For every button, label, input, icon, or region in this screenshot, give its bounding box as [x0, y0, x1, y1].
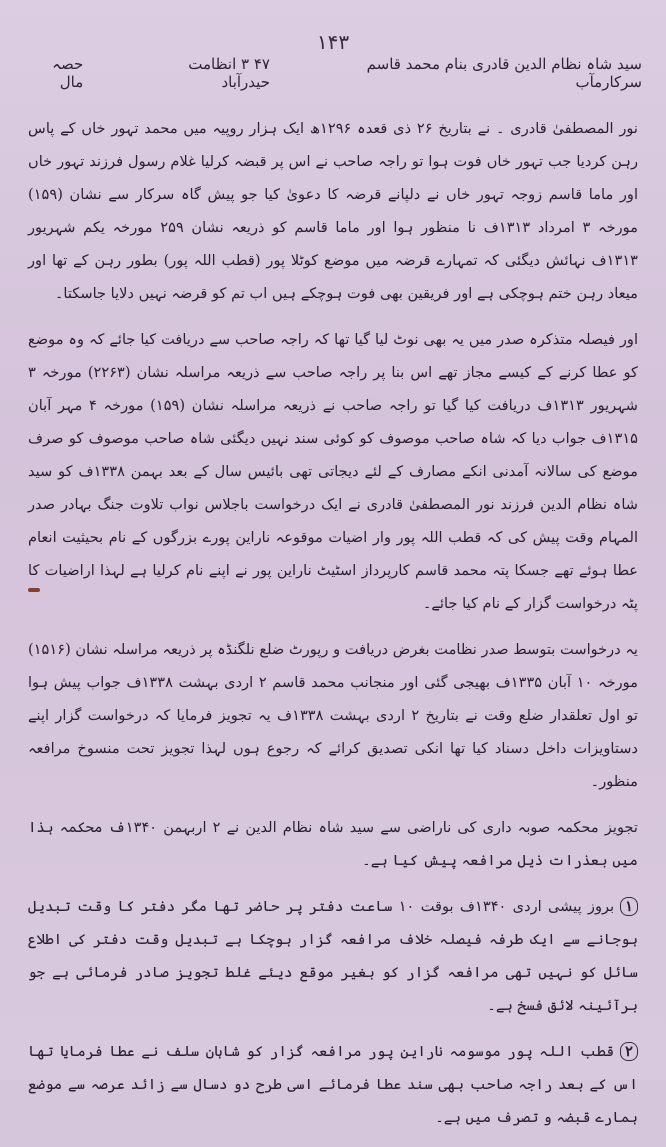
page-number: ۱۴۳	[316, 30, 350, 54]
header-subject: سید شاہ نظام الدین قادری بنام محمد قاسم سرکارمآب	[366, 55, 642, 91]
page-header	[24, 56, 642, 90]
item-number-1: ۱	[620, 897, 638, 916]
item-number-2: ۲	[620, 1042, 638, 1061]
header-file-ref: ۴۷ ۳ انظامت حیدرآباد	[188, 55, 270, 91]
header-section: حصہ مال	[52, 55, 84, 91]
paragraph-5	[28, 890, 638, 1022]
paragraph-5-text: بروز پیشی اردی ۱۳۴۰ف بوقت ۱۰ ساعت دفتر پر حاضر تھا مگر دفتر کا وقت تبدیل ہوجانے سے ایک طرفہ فیصلہ خلاف مرافعہ گزار ہوچکا ہے تبدیل وقت دفتر کی اطلاع سائل کو نہیں تھی مرافعہ گزار کو بغیر موقع دیئے غلط تجویز صادر فرمائی ہے جو برآئینہ لائق فسخ ہے۔	[28, 898, 638, 1014]
paragraph-2: اور فیصلہ متذکرہ صدر میں یہ بھی نوٹ لیا گیا تھا کہ راجہ صاحب سے دریافت کیا جائے کہ وہ موضع کو عطا کرنے کے کیسے مجاز تھے اس بنا پر راجہ صاحب سے ذریعہ مراسلہ نشان (۲۲۶۳) مورخہ ۳ شہریور ۱۳۱۳ف دریافت کیا گیا تو راجہ صاحب نے ذریعہ مراسلہ نشان (۱۵۹) مورخہ ۴ مہر آبان ۱۳۱۵ف جواب دیا کہ شاہ صاحب موصوف کو کوئی سند نہیں دیگئی شاہ صاحب موصوف کو صرف موضع کی سالانہ آمدنی انکے مصارف کے لئے دیجاتی تھی بائیس سال کے بعد بہمن ۱۳۳۸ف کو سید شاہ نظام الدین فرزند نور المصطفیٰ قادری نے ایک درخواست باجلاس نواب تلاوت جنگ بہادر صدر المہام وقت پیش کی کہ قطب اللہ پور وار اضیات موقوعہ ناراین پورے بزرگوں کے نام بحیثیت انعام عطا ہوئے تھے جسکا پتہ محمد قاسم کارپرداز اسٹیٹ ناراین پور نے اپنے نام کرلیا ہے لہذا اراضیات کا پٹہ درخواست گزار کے نام کیا جائے۔	[28, 331, 639, 612]
document-body	[28, 112, 638, 1147]
paragraph-6-text: قطب اللہ پور موسومہ ناراین پور مرافعہ گزار کو شاہان سلف نے عطا فرمایا تھا اس کے بعد راجہ صاحب بھی سند عطا فرمائے اسی طرح دو دسال سے زائد عرصہ سے موضع ہمارے قبضہ و تصرف میں ہے۔	[28, 1043, 638, 1126]
paragraph-4: تجویز محکمہ صوبہ داری کی ناراضی سے سید شاہ نظام الدین نے ۲ اربہمن ۱۳۴۰ف محکمہ ہذا میں بعذرات ذیل مرافعہ پیش کیا ہے۔	[28, 819, 638, 869]
paragraph-1: نور المصطفیٰ قادری ۔ نے بتاریخ ۲۶ ذی قعدہ ۱۲۹۶ھ ایک ہزار روپیہ میں محمد تہور خاں کے پاس رہن کردیا جب تہور خاں فوت ہوا تو راجہ صاحب نے اس پر قبضہ کرلیا غلام رسول فرزند تہور خاں اور ماما قاسم زوجہ تہور خاں نے دلپانے قرضہ کا دعویٰ کیا جو پیش گاہ سرکار سے نشان (۱۵۹) مورخہ ۳ امرداد ۱۳۱۳ف نا منظور ہوا اور ماما قاسم کو ذریعہ نشان ۲۵۹ مورخہ یکم شہریور ۱۳۱۳ف نہائش دیگئی کہ تمہارے قرضہ میں موضع کوٹلا پور (قطب اللہ پور) بطور رہن کے تھا اور میعاد رہن ختم ہوچکی ہے اور فریقین بھی فوت ہوچکے ہیں اب تم کو قرضہ نہیں دلایا جاسکتا۔	[28, 120, 638, 302]
paragraph-6	[28, 1035, 638, 1134]
ink-mark	[28, 588, 40, 592]
paragraph-3: یہ درخواست بتوسط صدر نظامت بغرض دریافت و رپورٹ ضلع نلگنڈہ پر ذریعہ مراسلہ نشان (۱۵۱۶) مورخہ ۱۰ آبان ۱۳۳۵ف بھیجی گئی اور منجانب محمد قاسم ۲ اردی بہشت ۱۳۳۸ف جواب پیش ہوا تو اول تعلقدار ضلع وقت نے بتاریخ ۲ اردی بہشت ۱۳۳۸ف یہ تجویز فرمایا کہ درخواست گزار اپنے دستاویزات داخل دسناد کیا تھا انکی تصدیق کرائے کہ رجوع ہوں لہذا تجویز تحت منسوخ مرافعہ منظور۔	[28, 641, 638, 790]
